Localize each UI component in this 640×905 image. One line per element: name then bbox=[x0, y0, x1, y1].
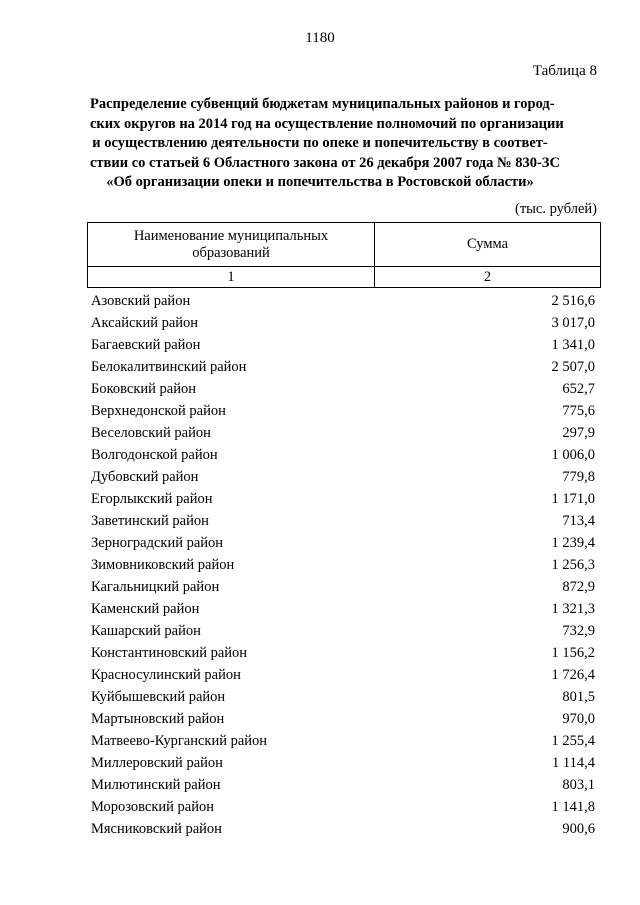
subsidy-amount: 1 006,0 bbox=[551, 447, 595, 463]
municipality-name: Морозовский район bbox=[91, 799, 215, 815]
title-line: ствии со статьей 6 Областного закона от 26 декабря 2007 года № 830-ЗС bbox=[90, 154, 560, 171]
subsidy-amount: 1 321,3 bbox=[551, 601, 595, 617]
municipality-name: Егорлыкский район bbox=[91, 491, 213, 507]
municipality-name: Азовский район bbox=[91, 293, 191, 309]
municipality-name: Зимовниковский район bbox=[91, 557, 235, 573]
table-row bbox=[91, 400, 595, 422]
subsidy-amount: 970,0 bbox=[562, 711, 595, 727]
header-col-number: 2 bbox=[375, 267, 601, 288]
municipality-name: Заветинский район bbox=[91, 513, 209, 529]
table-row bbox=[91, 466, 595, 488]
header-name-line: образований bbox=[192, 244, 270, 261]
title-line: Распределение субвенций бюджетам муниципальных районов и город- bbox=[90, 96, 555, 112]
table-label: Таблица 8 bbox=[532, 63, 597, 79]
municipality-name: Верхнедонской район bbox=[91, 403, 226, 419]
subsidy-amount: 1 255,4 bbox=[551, 733, 595, 749]
subsidy-amount: 652,7 bbox=[562, 381, 595, 397]
subsidy-amount: 779,8 bbox=[562, 469, 595, 485]
table-row bbox=[91, 422, 595, 444]
municipality-name: Мясниковский район bbox=[91, 821, 222, 837]
table-row bbox=[91, 598, 595, 620]
subsidy-amount: 2 516,6 bbox=[551, 293, 595, 309]
municipality-name: Багаевский район bbox=[91, 337, 201, 353]
municipality-name: Волгодонской район bbox=[91, 447, 218, 463]
header-sum-cell: Сумма bbox=[375, 223, 601, 267]
subsidy-amount: 775,6 bbox=[562, 403, 595, 419]
table-row bbox=[91, 378, 595, 400]
subsidy-amount: 2 507,0 bbox=[551, 359, 595, 375]
table-row bbox=[91, 290, 595, 312]
table-row bbox=[91, 796, 595, 818]
table-body bbox=[91, 290, 595, 840]
table-row bbox=[91, 642, 595, 664]
subsidy-amount: 801,5 bbox=[562, 689, 595, 705]
table-row bbox=[91, 730, 595, 752]
subsidy-amount: 1 239,4 bbox=[551, 535, 595, 551]
municipality-name: Каменский район bbox=[91, 601, 200, 617]
municipality-name: Кагальницкий район bbox=[91, 579, 220, 595]
subsidy-amount: 1 726,4 bbox=[551, 667, 595, 683]
title-line: «Об организации опеки и попечительства в Ростовской области» bbox=[106, 174, 534, 190]
municipality-name: Константиновский район bbox=[91, 645, 248, 661]
table-row bbox=[91, 488, 595, 510]
title-line: ских округов на 2014 год на осуществление полномочий по организации bbox=[90, 115, 564, 132]
table-row bbox=[91, 752, 595, 774]
subsidy-amount: 872,9 bbox=[562, 579, 595, 595]
table-row bbox=[91, 510, 595, 532]
municipality-name: Матвеево-Курганский район bbox=[91, 733, 268, 749]
municipality-name: Аксайский район bbox=[91, 315, 199, 331]
subsidy-amount: 1 141,8 bbox=[551, 799, 595, 815]
table-row bbox=[91, 620, 595, 642]
municipality-name: Куйбышевский район bbox=[91, 689, 226, 705]
header-col-number: 1 bbox=[88, 267, 375, 288]
municipality-name: Веселовский район bbox=[91, 425, 211, 441]
table-row bbox=[91, 818, 595, 840]
municipality-name: Милютинский район bbox=[91, 777, 221, 793]
subsidy-amount: 713,4 bbox=[562, 513, 595, 529]
subsidy-amount: 803,1 bbox=[562, 777, 595, 793]
table-row bbox=[91, 664, 595, 686]
units-label: (тыс. рублей) bbox=[515, 201, 597, 217]
subsidy-amount: 1 156,2 bbox=[551, 645, 595, 661]
subsidy-amount: 1 341,0 bbox=[551, 337, 595, 353]
municipality-name: Кашарский район bbox=[91, 623, 201, 639]
subsidy-amount: 297,9 bbox=[562, 425, 595, 441]
table-row bbox=[91, 686, 595, 708]
table-header bbox=[87, 222, 601, 288]
municipality-name: Белокалитвинский район bbox=[91, 359, 247, 375]
municipality-name: Мартыновский район bbox=[91, 711, 225, 727]
subsidy-amount: 732,9 bbox=[562, 623, 595, 639]
subsidy-amount: 1 256,3 bbox=[551, 557, 595, 573]
municipality-name: Дубовский район bbox=[91, 469, 199, 485]
table-row bbox=[91, 444, 595, 466]
table-row bbox=[91, 708, 595, 730]
page-number: 1180 bbox=[305, 30, 335, 46]
header-name-line: Наименование муниципальных bbox=[133, 227, 329, 244]
table-row bbox=[91, 576, 595, 598]
table-row bbox=[91, 554, 595, 576]
municipality-name: Миллеровский район bbox=[91, 755, 223, 771]
subsidy-amount: 1 114,4 bbox=[552, 755, 595, 771]
header-name-cell bbox=[88, 223, 375, 267]
subsidy-amount: 3 017,0 bbox=[551, 315, 595, 331]
subsidy-amount: 1 171,0 bbox=[551, 491, 595, 507]
table-row bbox=[91, 356, 595, 378]
document-title bbox=[90, 95, 564, 193]
subsidy-amount: 900,6 bbox=[562, 821, 595, 837]
municipality-name: Красносулинский район bbox=[91, 667, 241, 683]
municipality-name: Зерноградский район bbox=[91, 535, 224, 551]
title-line: и осуществлению деятельности по опеке и попечительству в соответ- bbox=[92, 135, 548, 151]
table-row bbox=[91, 312, 595, 334]
municipality-name: Боковский район bbox=[91, 381, 196, 397]
table-row bbox=[91, 532, 595, 554]
table-row bbox=[91, 334, 595, 356]
table-row bbox=[91, 774, 595, 796]
